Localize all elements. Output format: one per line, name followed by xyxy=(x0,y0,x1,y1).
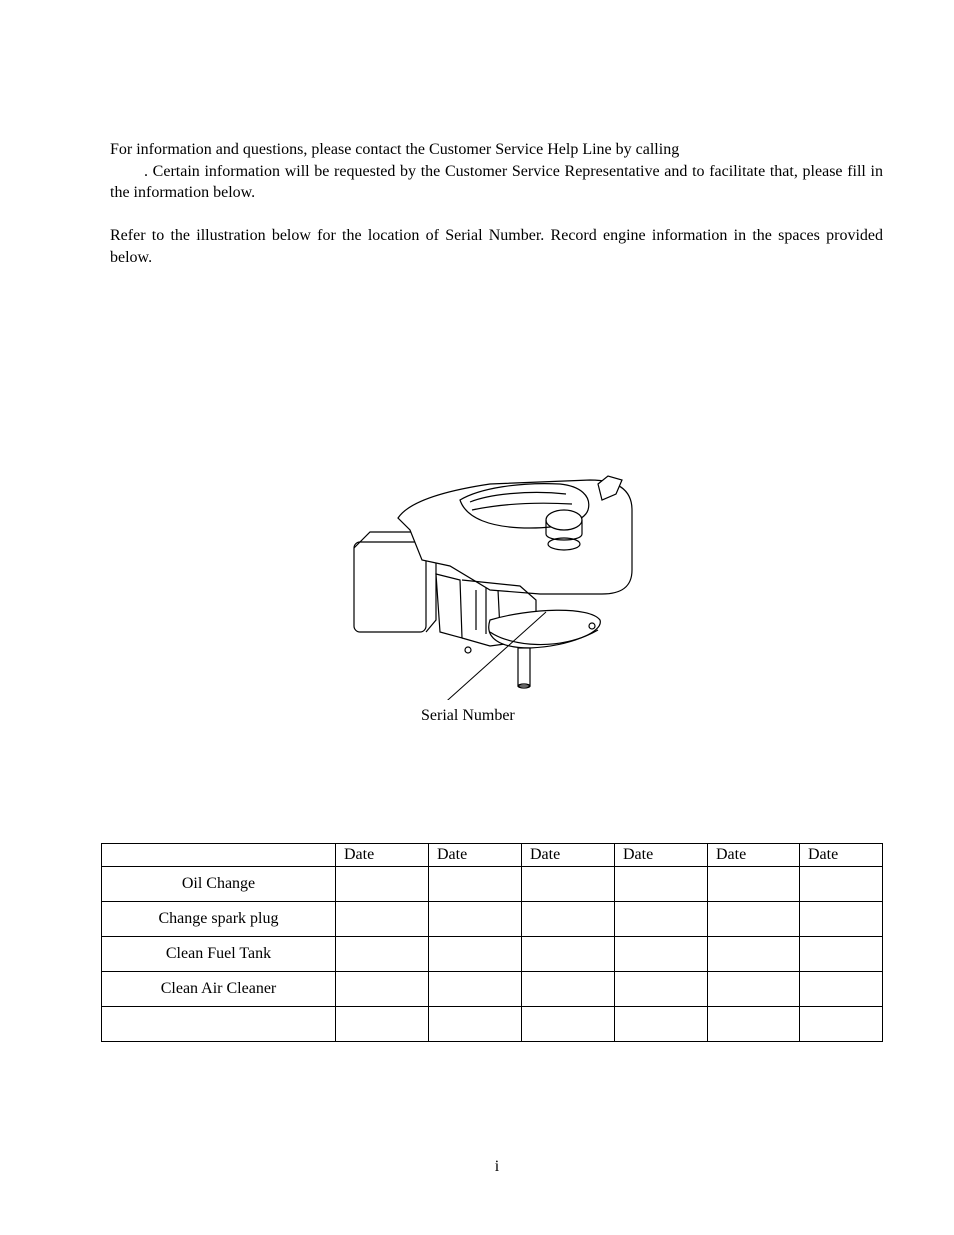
date-entry-cell[interactable] xyxy=(522,867,615,902)
header-cell-date: Date xyxy=(708,844,800,867)
header-cell-date: Date xyxy=(800,844,883,867)
header-cell-date: Date xyxy=(615,844,708,867)
page-number: i xyxy=(494,1158,500,1175)
date-entry-cell[interactable] xyxy=(708,972,800,1007)
header-cell-blank xyxy=(102,844,336,867)
date-entry-cell[interactable] xyxy=(522,937,615,972)
date-entry-cell[interactable] xyxy=(615,937,708,972)
task-cell xyxy=(102,1007,336,1042)
header-cell-date: Date xyxy=(429,844,522,867)
date-entry-cell[interactable] xyxy=(429,937,522,972)
task-cell: Clean Fuel Tank xyxy=(102,937,336,972)
header-cell-date: Date xyxy=(336,844,429,867)
date-entry-cell[interactable] xyxy=(336,902,429,937)
table-row xyxy=(102,972,883,1007)
date-entry-cell[interactable] xyxy=(429,902,522,937)
date-entry-cell[interactable] xyxy=(336,867,429,902)
date-entry-cell[interactable] xyxy=(615,972,708,1007)
date-entry-cell[interactable] xyxy=(336,972,429,1007)
date-entry-cell[interactable] xyxy=(800,867,883,902)
date-entry-cell[interactable] xyxy=(615,867,708,902)
table-header-row xyxy=(102,844,883,867)
date-entry-cell[interactable] xyxy=(429,972,522,1007)
date-entry-cell[interactable] xyxy=(336,1007,429,1042)
date-entry-cell[interactable] xyxy=(522,972,615,1007)
engine-illustration xyxy=(340,470,650,700)
date-entry-cell[interactable] xyxy=(800,937,883,972)
intro-paragraph xyxy=(110,139,883,204)
date-entry-cell[interactable] xyxy=(429,1007,522,1042)
serial-number-caption: Serial Number xyxy=(421,707,515,724)
refer-paragraph: Refer to the illustration below for the location of Serial Number. Record engine information in the spaces provided below. xyxy=(110,227,883,266)
date-entry-cell[interactable] xyxy=(800,972,883,1007)
table-row xyxy=(102,1007,883,1042)
intro-line-1: For information and questions, please contact the Customer Service Help Line by calling xyxy=(110,141,680,158)
date-entry-cell[interactable] xyxy=(615,902,708,937)
task-cell: Change spark plug xyxy=(102,902,336,937)
date-entry-cell[interactable] xyxy=(336,937,429,972)
task-cell: Clean Air Cleaner xyxy=(102,972,336,1007)
maintenance-log-table xyxy=(101,843,883,1042)
date-entry-cell[interactable] xyxy=(708,902,800,937)
table-row xyxy=(102,937,883,972)
date-entry-cell[interactable] xyxy=(800,902,883,937)
date-entry-cell[interactable] xyxy=(708,867,800,902)
table-row xyxy=(102,902,883,937)
date-entry-cell[interactable] xyxy=(429,867,522,902)
intro-line-2: . Certain information will be requested by the Customer Service Representative and to facilitate that, please fill in the information below. xyxy=(110,162,883,201)
header-cell-date: Date xyxy=(522,844,615,867)
date-entry-cell[interactable] xyxy=(522,902,615,937)
date-entry-cell[interactable] xyxy=(708,1007,800,1042)
date-entry-cell[interactable] xyxy=(615,1007,708,1042)
date-entry-cell[interactable] xyxy=(800,1007,883,1042)
date-entry-cell[interactable] xyxy=(522,1007,615,1042)
date-entry-cell[interactable] xyxy=(708,937,800,972)
table-row xyxy=(102,867,883,902)
task-cell: Oil Change xyxy=(102,867,336,902)
